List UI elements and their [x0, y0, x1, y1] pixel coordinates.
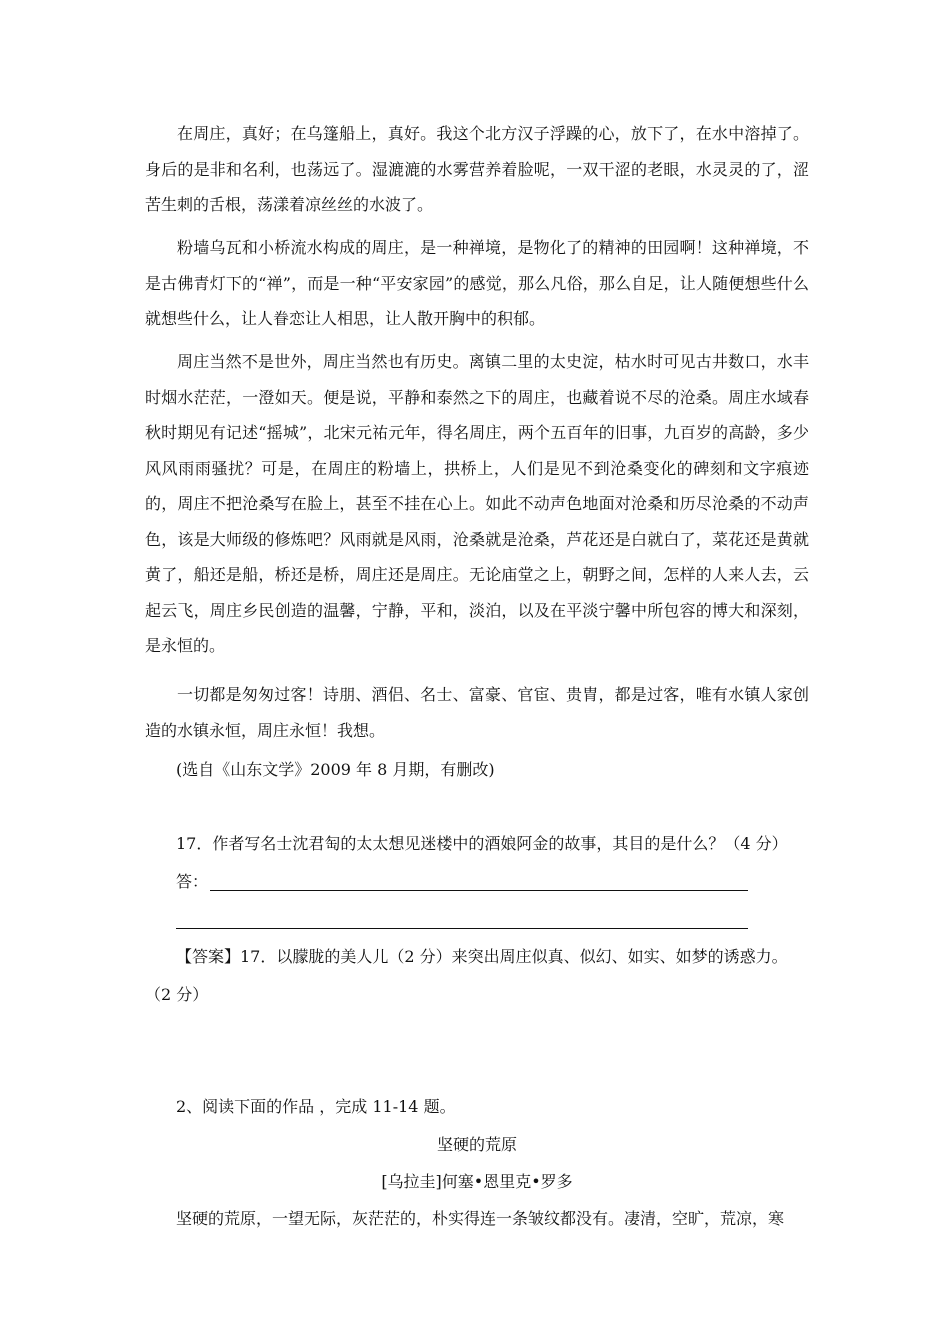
- answer-prompt-label: 答：: [176, 872, 209, 891]
- answer-score-note: （2 分）: [145, 985, 209, 1004]
- source-citation: (选自《山东文学》2009 年 8 月期，有删改): [176, 760, 495, 779]
- question-17: 17．作者写名士沈君匋的太太想见迷楼中的酒娘阿金的故事，其目的是什么？（4 分）: [176, 834, 788, 853]
- section-2-instruction: 2、阅读下面的作品 ，完成 11-14 题。: [176, 1097, 456, 1116]
- answer-blank-line-1: [210, 890, 748, 891]
- paragraph-3: 周庄当然不是世外，周庄当然也有历史。离镇二里的太史淀，枯水时可见古井数口，水丰时烟水茫茫，一澄如天。便是说，平静和泰然之下的周庄，也藏着说不尽的沧桑。周庄水域春秋时期见有记述“摇城”，北宋元祐元年，得名周庄，两个五百年的旧事，九百岁的高龄，多少风风雨雨骚扰？可是，在周庄的粉墙上，拱桥上，人们是见不到沧桑变化的碑刻和文字痕迹的，周庄不把沧桑写在脸上，甚至不挂在心上。如此不动声色地面对沧桑和历尽沧桑的不动声色，该是大师级的修炼吧？风雨就是风雨，沧桑就是沧桑，芦花还是白就白了，菜花还是黄就黄了，船还是船，桥还是桥，周庄还是周庄。无论庙堂之上，朝野之间，怎样的人来人去，云起云飞，周庄乡民创造的温馨，宁静，平和，淡泊，以及在平淡宁馨中所包容的博大和深刻，是永恒的。: [145, 352, 809, 655]
- answer-blank-line-2: [176, 928, 748, 929]
- article-author: [乌拉圭]何塞•恩里克•罗多: [381, 1172, 573, 1191]
- article-title: 坚硬的荒原: [436, 1135, 517, 1154]
- article-first-line: 坚硬的荒原，一望无际，灰茫茫的，朴实得连一条皱纹都没有。凄清，空旷，荒凉，寒: [176, 1209, 785, 1228]
- paragraph-4: 一切都是匆匆过客！诗朋、酒侣、名士、富豪、官宦、贵胄，都是过客，唯有水镇人家创造的水镇永恒，周庄永恒！我想。: [145, 685, 809, 740]
- paragraph-1: 在周庄，真好；在乌篷船上，真好。我这个北方汉子浮躁的心，放下了，在水中溶掉了。身后的是非和名利，也荡远了。湿漉漉的水雾营养着脸呢，一双干涩的老眼，水灵灵的了，涩苦生刺的舌根，荡漾着凉丝丝的水波了。: [145, 124, 809, 214]
- answer-text: 【答案】17．以朦胧的美人儿（2 分）来突出周庄似真、似幻、如实、如梦的诱惑力。: [176, 947, 788, 966]
- paragraph-2: 粉墙乌瓦和小桥流水构成的周庄，是一种禅境，是物化了的精神的田园啊！这种禅境，不是古佛青灯下的“禅”，而是一种“平安家园”的感觉，那么凡俗，那么自足，让人随便想些什么就想些什么，让人眷恋让人相思，让人散开胸中的积郁。: [145, 238, 809, 328]
